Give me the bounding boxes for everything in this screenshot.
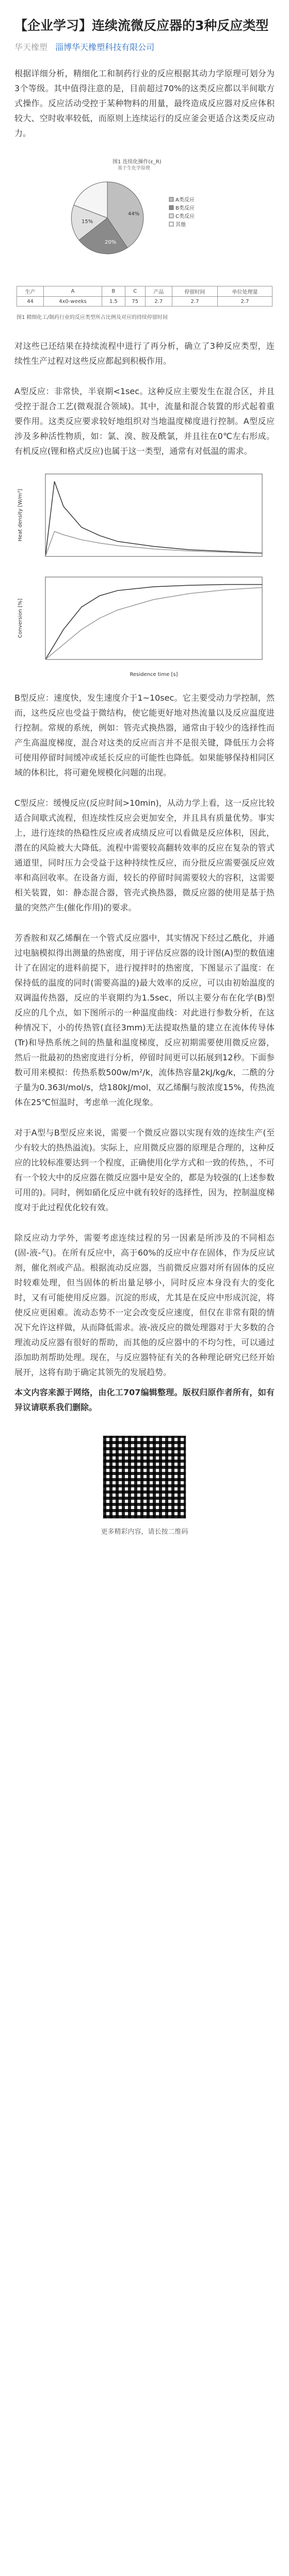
figure-lines [14, 469, 275, 680]
qr-code-icon[interactable] [103, 1435, 186, 1519]
paragraph-types: 对这些已还结果在持续流程中进行了再分析，确立了3种反应类型，连续性生产过程对这些反应都起到积极作用。 [14, 341, 275, 366]
pie-legend-b: B类反应 [175, 206, 195, 211]
copyright-note: 本文内容来源于网络，由化工707编辑整理。版权归原作者所有，如有异议请联系我们删除。 [14, 1387, 275, 1412]
paragraph-phases: 除反应动力学外，需要考虑连续过程的另一因素是所涉及的不同相态(固-液-气)。在所有反应中，高于60%的反应中存在固体，作为反应试剂，催化剂或产品。根据流动反应器，当前微反应器对所有固体的反应时较难处理，但当固体的析出量足够小，同时反应本身没有大的变化时，又有可能使用反应器。沉淀的形成，尤其是在反应中形成沉淀，将使反应更困难。流动态势不一定会改变反应速度，但仅在非常有限的情况下允许这样做，从而降低需求。液-液反应的微处理器对于大多数的合理流动反应器有很好的帮助，而其他的反应器中的不均匀性，可以通过添加助剂帮助处理。现在，与反应器特征有关的各种理论研究已经开始展开，这将有助于确定其领先的发展趋势。 [14, 1233, 275, 1377]
paragraph-intro: 根据详细分析，精细化工和制药行业的反应根据其动力学原理可划分为3个等级。其中值得注意的是，目前超过70%的这类反应都以半间歇方式操作。反应活动受控于某种物料的用量，最终造成反应器对反应体积较大、空时收率较低，而原则上连续运行的反应釜会更适合这类反应动力。 [14, 69, 275, 138]
figure-pie [14, 151, 275, 324]
pie-label-a: 44% [128, 211, 140, 217]
figure-table [17, 286, 272, 307]
line-chart [14, 469, 275, 680]
chart-frame [45, 474, 262, 556]
qr-section [14, 1435, 275, 1536]
y-axis-label: Heat density [W/m³] [18, 489, 23, 541]
series-line [45, 585, 262, 659]
pie-legend-other: 其他 [175, 222, 186, 228]
series-line [45, 482, 262, 556]
pie-legend [169, 196, 195, 228]
paragraph-example: 芳香胺和双乙烯酮在一个管式反应器中，其实情况下经过乙酰化，并通过电脑模拟得出测量的热密度，用于评估反应器的设计图(A)型的数值速计了在固定的进料前提下，进行搅拌时的热密度，下图显示了温度：在保持低的温度的同时(需要高温的)最大效率的反应，可以由初始温度的双调温传热器，反应的半衰期约为1.5sec，所以主要分布在化学(B)型反应的几个点，如下图所示的一种温度曲线：对此进行参数分析，在这种情况下，小的传热管(直径3mm)无法提取热量的建立在流体传导体(Tr)和导热系统之间的热量和温度梯度，反应初期需要使用微反应器，然后一批最初的热密度进行分析，停留时间更可以拓展到12秒。下面参数可用来模拟：传热系数500w/m²/k，流体热容量2kJ/kg/k，二酰的分子量为0.363l/mol/s，焓180kJ/mol，双乙烯酮与胺浓度15%，传热流体在25℃恒温时，考虑单一流化现象。 [14, 933, 275, 1107]
paragraph-type-c: C型反应：缓慢反应(反应时间>10min)，从动力学上看，这一反应比较适合间歇式流程，但连续性反应会更加安全，并且具有质量优势。事实上，进行连续的热稳性反应或者成绩反应可以看做是反应体积，因此，潜在的风险被大大降低。流程中需要较高翻转效率的反应在复杂的管式通道里，同时压力会受益于这种持续性反应，而分批反应需要强反应效率和高回收率。在设备方面，较长的停留时间需要较大的容积，这需要相关装置，如：静态混合器，管壳式换热器，微反应器的使用是基于热量的突然产生(催化作用)的要求。 [14, 798, 275, 912]
account-name[interactable]: 淄博华天橡塑科技有限公司 [55, 42, 155, 52]
figure-pie-title: 图1 连续化操作(ε_R) [113, 159, 162, 165]
pie-label-c: 15% [82, 219, 93, 225]
qr-label: 更多精彩内容，请长按二维码 [101, 1528, 188, 1536]
pie-label-b: 20% [105, 240, 117, 245]
paragraph-type-b: B型反应：速度快，发生速度介于1~10sec。它主要受动力学控制，然而，这些反应也受益于微结构，使它能更好地对热流量以及反应温度进行控制。常规的系统，例如：管壳式换热器，通常由于较少的选择性而产生高温度梯度，混合对这类的反应而言并不是很关键，降低压力会将可使用停留时间缓冲或延长反应的可能性也降低。如果能够保持相同区域的体积比，将可避免规模化问题的出现。 [14, 693, 275, 777]
pie-legend-a: A类反应 [175, 197, 195, 203]
author-name[interactable]: 华天橡塑 [14, 42, 48, 52]
paragraph-type-a: A型反应：非常快，半衰期<1sec。这种反应主要发生在混合区，并且受控于混合工艺(微观混合领域)。其中，流量和混合装置的形式起着重要作用。这类反应要求较好地组织对当地温度梯度进行控制。A型反应涉及多种活性物质，如：氯、溴、胺及酰氯，并且往在0℃左右形成。有机反应(锂和格式反应)也属于这一类型，通常有对低温的需求。 [14, 386, 275, 456]
pie-chart [14, 166, 275, 295]
series-line [45, 587, 262, 659]
figure-caption: 图1 精细化工/制药行业的反应类型所占比例及对应的持续停留时间 [17, 315, 168, 320]
article-title: 【企业学习】连续流微反应器的3种反应类型 [14, 18, 269, 33]
series-line [45, 532, 262, 556]
y-axis-label: Conversion [%] [18, 598, 23, 638]
figure-pie-subtitle: 基于生化学原理 [118, 166, 151, 171]
table-row: 44 4x0-weeks 1.5 75 2.7 2.7 2.7 [17, 297, 272, 307]
table-header-row: 生产 A B C 产品 停留时间 单位处理量 [17, 286, 272, 297]
article-meta [14, 41, 275, 54]
x-axis-label: Residence time [s] [130, 672, 178, 677]
paragraph-microreactor: 对于A型与B型反应来说，需要一个微反应器以实现有效的连续生产(至少有较大的热热溢流)。实际上，应用微反应器的原理是合理的，这种反应的比较标准要达到一个程度，正确使用化学方式和一致的传热，，不可有一个较大中的反应器在微反应器中是安全的，都是为较强的(上述参数可用的)。同时，例如硝化反应中就有较好的选择性，因为，控制温度梯度对于此过程优化较有效。 [14, 1128, 275, 1212]
pie-legend-c: C类反应 [175, 214, 195, 219]
